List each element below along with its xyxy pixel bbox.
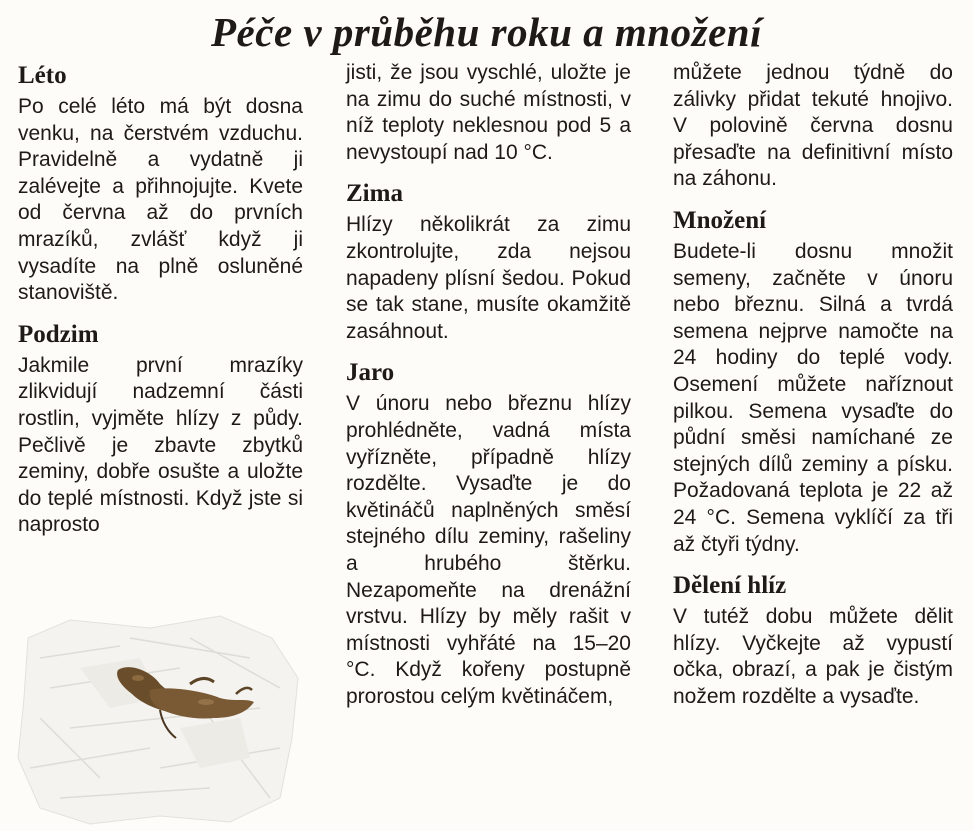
section-text: můžete jednou týdně do zálivky přidat tekuté hnojivo. V polovině června dosnu přesaďte na definitivní místo na záhonu.: [673, 61, 953, 191]
section-deleni-hliz: [673, 570, 953, 710]
section-text: Po celé léto má být dosna venku, na čerstvém vzduchu. Pravidelně a vydatně ji zalévejte a přihnojujte. Kvete od června až do prvních mrazíků, zvlášť když ji vysadíte na plně osluněné stanoviště.: [18, 95, 303, 305]
column-1: [18, 60, 303, 539]
section-leto: [18, 60, 303, 307]
section-text: Hlízy několikrát za zimu zkontrolujte, zda nejsou napadeny plísní šedou. Pokud se tak stane, musíte okamžitě zasáhnout.: [346, 213, 631, 343]
section-podzim: [18, 319, 303, 539]
column-2: [346, 60, 631, 710]
tuber-illustration: [10, 598, 310, 826]
section-jaro: [346, 357, 631, 710]
section-text: Budete-li dosnu množit semeny, začněte v únoru nebo březnu. Silná a tvrdá semena nejprve namočte na 24 hodiny do teplé vody. Osemení můžete naříznout pilkou. Semena vysaďte do půdní směsi namíchané ze stejných dílů zeminy a písku. Požadovaná teplota je 22 až 24 °C. Semena vyklíčí za tři až čtyři týdny.: [673, 239, 953, 556]
page-title: Péče v průběhu roku a množení: [211, 9, 762, 55]
section-heading: Dělení hlíz: [673, 572, 787, 600]
column-3: [673, 60, 953, 710]
section-mnozeni: [673, 205, 953, 558]
section-heading: Podzim: [18, 320, 99, 348]
section-heading: Množení: [673, 206, 767, 234]
section-jaro-continued: [673, 60, 953, 193]
section-text: Jakmile první mrazíky zlikvidují nadzemní části rostlin, vyjměte hlízy z půdy. Pečlivě je zbavte zbytků zeminy, dobře osušte a uložte do teplé místnosti. Když jste si naprosto: [18, 353, 303, 537]
section-text: V únoru nebo březnu hlízy prohlédněte, vadná místa vyřízněte, případně hlízy rozdělte. Vysaďte je do květináčů naplněných směsí stejného dílu zeminy, rašeliny a hrubého štěrku. Nezapomeňte na drenážní vrstvu. Hlízy by měly rašit v místnosti vyhřáté na 15–20 °C. Když kořeny postupně prorostou celým květináčem,: [346, 392, 631, 708]
section-heading: Zima: [346, 180, 403, 208]
section-text: jisti, že jsou vyschlé, uložte je na zimu do suché místnosti, v níž teploty neklesnou pod 5 a nevystoupí nad 10 °C.: [346, 61, 631, 164]
section-text: V tutéž dobu můžete dělit hlízy. Vyčkejte až vypustí očka, obrazí, a pak je čistým nožem rozdělte a vysaďte.: [673, 605, 953, 708]
section-heading: Jaro: [346, 359, 395, 387]
section-zima: [346, 178, 631, 345]
section-heading: Léto: [18, 62, 67, 89]
section-podzim-continued: [346, 60, 631, 166]
